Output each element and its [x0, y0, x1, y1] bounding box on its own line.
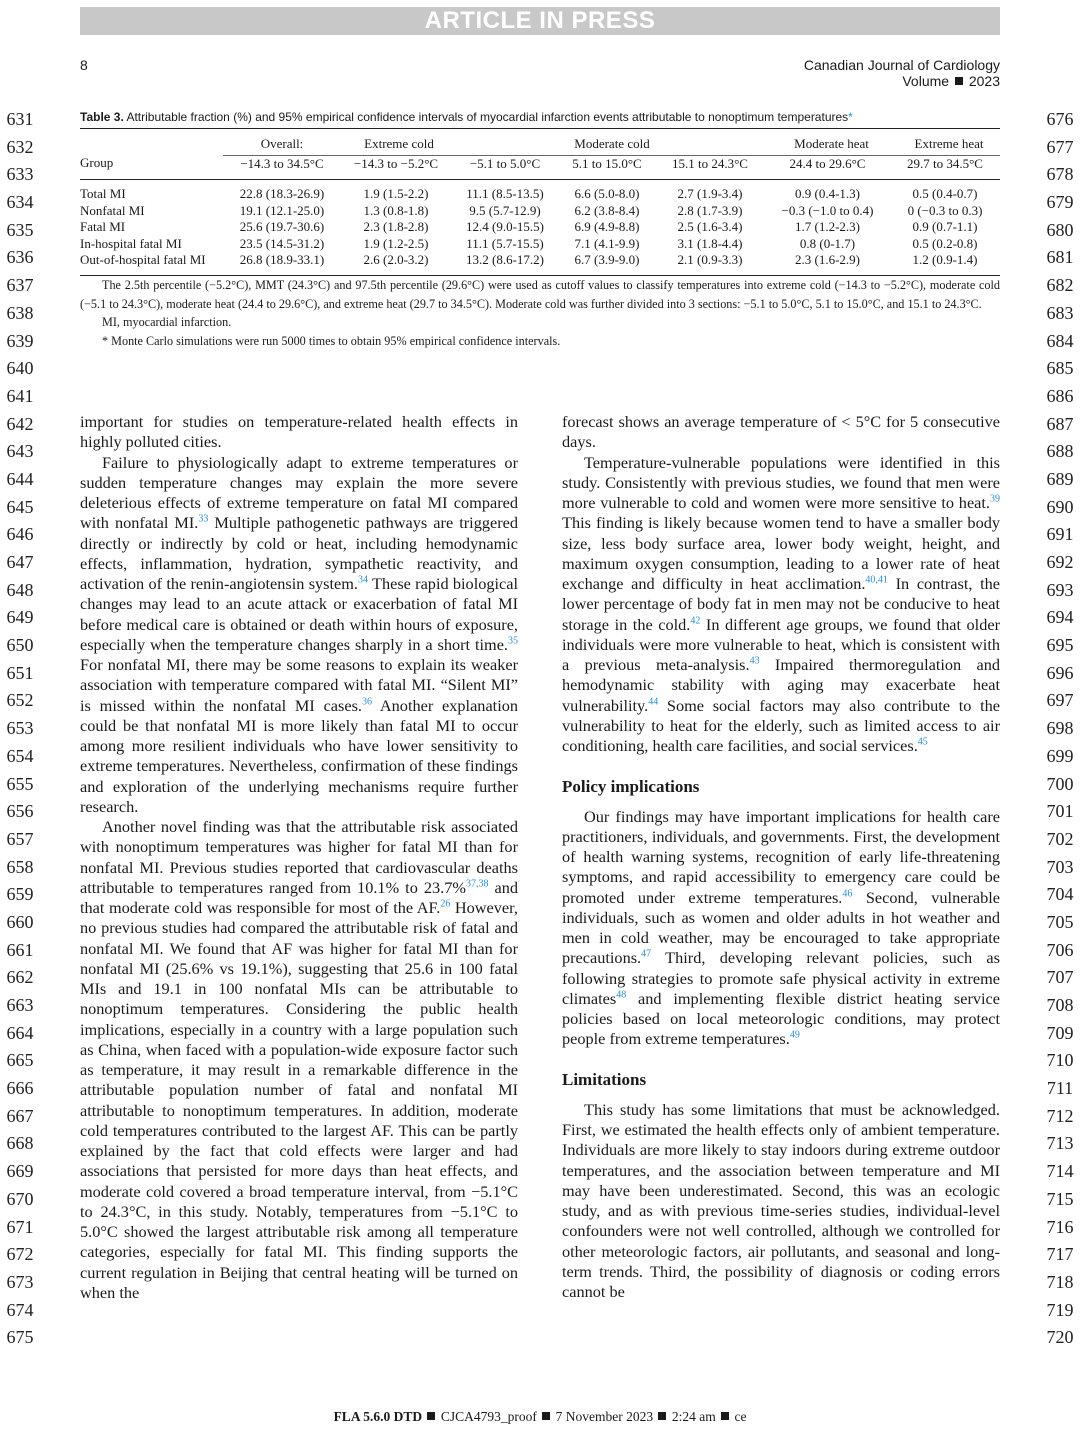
- reference-link[interactable]: 45: [917, 736, 928, 748]
- header-extreme-heat: Extreme heat: [890, 129, 1000, 155]
- footer-time: 2:24 am: [671, 1409, 716, 1424]
- line-number: 651: [6, 662, 34, 683]
- table-cell: 2.3 (1.8-2.8): [363, 219, 429, 234]
- range-moderate-cold-2: 5.1 to 15.0°C: [559, 155, 655, 180]
- table-label: Table 3.: [80, 110, 124, 124]
- square-separator-icon: [721, 1412, 729, 1420]
- table-cell: 6.6 (5.0-8.0): [574, 186, 640, 201]
- line-number: 701: [1046, 801, 1074, 822]
- table-cell: 0.9 (0.7-1.1): [912, 219, 978, 234]
- line-number: 659: [6, 884, 34, 905]
- table-cell: 2.1 (0.9-3.3): [677, 252, 743, 267]
- table-cell: 19.1 (12.1-25.0): [239, 202, 325, 218]
- row-group-label: Nonfatal MI: [80, 202, 145, 218]
- reference-link[interactable]: 49: [789, 1029, 800, 1041]
- journal-year: 2023: [968, 73, 1000, 89]
- square-separator-icon: [427, 1412, 435, 1420]
- line-number: 706: [1046, 939, 1074, 960]
- line-number: 672: [6, 1244, 34, 1265]
- table-cell: 13.2 (8.6-17.2): [466, 252, 544, 267]
- table-cell: 2.6 (2.0-3.2): [363, 252, 429, 267]
- header-overall: Overall:: [223, 129, 341, 155]
- line-number: 711: [1046, 1078, 1074, 1099]
- line-number: 709: [1046, 1022, 1074, 1043]
- header-moderate-cold: Moderate cold: [451, 129, 765, 155]
- table-row: [80, 252, 1000, 275]
- paragraph: This study has some limitations that must be acknowledged. First, we estimated the health effects only of ambient temperature. Individuals are more likely to stay indoors during extreme outdoor temperatures, and the association between temperature and MI may have been underestimated. Second, this was an ecologic study, and as with previous time-series studies, individual-level confounders were not well controlled, although we controlled for other meteorologic factors, air pollutants, and seasonal and long-term trends. Third, the possibility of diagnosis or coding errors cannot be: [562, 1099, 1000, 1301]
- line-number: 707: [1046, 967, 1074, 988]
- table-row: [80, 180, 1000, 203]
- line-number: 705: [1046, 911, 1074, 932]
- line-number: 642: [6, 413, 34, 434]
- line-number: 638: [6, 302, 34, 323]
- line-number: 668: [6, 1133, 34, 1154]
- line-number: 648: [6, 579, 34, 600]
- line-number: 661: [6, 939, 34, 960]
- right-column: [562, 412, 1000, 1302]
- table-cell: 0.8 (0-1.7): [799, 235, 856, 251]
- line-number: 685: [1046, 358, 1074, 379]
- page-number: 8: [80, 57, 88, 73]
- table-cell: 9.5 (5.7-12.9): [469, 202, 541, 218]
- row-group-label: Total MI: [80, 186, 126, 201]
- line-number: 710: [1046, 1050, 1074, 1071]
- line-number: 669: [6, 1161, 34, 1182]
- reference-link[interactable]: 37,38: [465, 878, 489, 890]
- table-note-monte-carlo: * Monte Carlo simulations were run 5000 times to obtain 95% empirical confidence intervals.: [102, 333, 561, 348]
- reference-link[interactable]: 40,41: [865, 574, 888, 586]
- table-note-cutoffs: The 2.5th percentile (−5.2°C), MMT (24.3°C) and 97.5th percentile (29.6°C) were used as cutoff values to classify temperatures into extreme cold (−14.3 to −5.2°C), moderate cold (−5.1 to 24.3°C), moderate heat (24.4 to 29.6°C), and extreme heat (29.7 to 34.5°C). Moderate cold was further divided into 3 sections: −5.1 to 5.0°C, 5.1 to 15.0°C, and 15.1 to 24.3°C.: [80, 278, 1000, 311]
- line-number: 696: [1046, 662, 1074, 683]
- line-number: 702: [1046, 828, 1074, 849]
- line-number: 650: [6, 635, 34, 656]
- spacer: [562, 1090, 1000, 1100]
- table-cell: 1.2 (0.9-1.4): [912, 252, 978, 267]
- line-number: 631: [6, 109, 34, 129]
- line-number: 645: [6, 496, 34, 517]
- table-cell: 0 (−0.3 to 0.3): [907, 202, 983, 218]
- line-number: 654: [6, 745, 34, 766]
- table-cell: 0.9 (0.4-1.3): [795, 186, 860, 201]
- reference-link[interactable]: 43: [749, 655, 760, 667]
- line-number: 666: [6, 1078, 34, 1099]
- production-footer: [0, 1409, 1080, 1425]
- line-number: 636: [6, 247, 34, 268]
- line-number: 692: [1046, 552, 1074, 572]
- table-cell: 1.7 (1.2-2.3): [795, 219, 860, 234]
- line-number: 664: [6, 1022, 34, 1043]
- table-cell: 1.3 (0.8-1.8): [363, 202, 429, 218]
- line-number: 691: [1046, 524, 1074, 545]
- header-extreme-cold: Extreme cold: [341, 129, 451, 155]
- table-cell: 25.6 (19.7-30.6): [239, 219, 325, 234]
- line-number: 703: [1046, 856, 1074, 877]
- line-number: 640: [6, 358, 34, 379]
- line-number: 667: [6, 1105, 34, 1126]
- square-separator-icon: [955, 77, 963, 85]
- line-number: 708: [1046, 995, 1074, 1015]
- line-number: 700: [1046, 773, 1074, 794]
- line-number: 695: [1046, 635, 1074, 656]
- line-number: 639: [6, 330, 34, 351]
- line-number: 699: [1046, 745, 1074, 766]
- range-moderate-cold-3: 15.1 to 24.3°C: [655, 155, 765, 180]
- table-cell: 1.9 (1.5-2.2): [363, 186, 429, 201]
- line-number: 678: [1046, 164, 1074, 185]
- line-number: 694: [1046, 607, 1074, 628]
- line-number: 652: [6, 690, 34, 711]
- header-moderate-heat: Moderate heat: [765, 129, 890, 155]
- line-number: 670: [6, 1188, 34, 1209]
- range-overall: −14.3 to 34.5°C: [223, 155, 341, 180]
- table-caption: [80, 110, 1000, 124]
- paragraph: Temperature-vulnerable populations were identified in this study. Consistently with previous studies, we found that men were more vulnerable to cold and women were more sensitive to heat.$^{39}$ This finding is likely because women tend to have a smaller body size, less body surface area, lower body weight, height, and maximum oxygen consumption, leading to a lower rate of heat exchange and difficulty in heat acclimation.$^{40,41}$ In contrast, the lower percentage of body fat in men may not be conducive to heat storage in the cold.$^{42}$ In different age groups, we found that older individuals were more vulnerable to heat, which is consistent with a previous meta-analysis.$^{43}$ Impaired thermoregulation and hemodynamic stability with aging may exacerbate heat vulnerability.$^{44}$ Some social factors may also contribute to the vulnerability to heat for the elderly, such as limited access to air conditioning, health care facilities, and social services.$^{45}$: [562, 452, 1001, 755]
- line-number: 647: [6, 552, 34, 572]
- results-table: [80, 128, 1000, 276]
- line-numbers-left: [0, 106, 40, 1352]
- table-cell: 23.5 (14.5-31.2): [239, 235, 325, 251]
- range-extreme-cold: −14.3 to −5.2°C: [341, 155, 451, 180]
- footer-proof: CJCA4793_proof: [440, 1409, 537, 1424]
- reference-link[interactable]: 39: [990, 493, 1000, 505]
- header-group: Group: [80, 155, 223, 180]
- paragraph: forecast shows an average temperature of < 5°C for 5 consecutive days.: [562, 412, 1000, 452]
- line-number: 649: [6, 607, 34, 628]
- line-number: 715: [1046, 1188, 1074, 1209]
- table-cell: 1.9 (1.2-2.5): [363, 235, 429, 251]
- line-number: 671: [6, 1216, 34, 1237]
- line-number: 681: [1046, 247, 1074, 268]
- line-number: 643: [6, 441, 34, 462]
- row-group-label: Out-of-hospital fatal MI: [80, 252, 206, 267]
- line-number: 658: [6, 856, 34, 877]
- square-separator-icon: [658, 1412, 666, 1420]
- table-cell: 6.7 (3.9-9.0): [574, 252, 640, 267]
- line-number: 680: [1046, 219, 1074, 240]
- left-column: [80, 412, 518, 1303]
- journal-title: Canadian Journal of Cardiology: [803, 57, 1000, 73]
- line-number: 697: [1046, 690, 1074, 711]
- reference-link[interactable]: 44: [648, 696, 659, 708]
- line-number: 687: [1046, 413, 1074, 434]
- line-number: 717: [1046, 1244, 1074, 1265]
- table-cell: 26.8 (18.9-33.1): [239, 252, 325, 267]
- line-number: 637: [6, 275, 34, 296]
- line-number: 663: [6, 995, 34, 1015]
- footer-fla: FLA 5.6.0 DTD: [333, 1409, 423, 1424]
- line-number: 635: [6, 219, 34, 240]
- line-number: 712: [1046, 1105, 1074, 1126]
- reference-link[interactable]: 48: [616, 989, 627, 1001]
- row-group-label: Fatal MI: [80, 219, 126, 234]
- table-caption-text: Attributable fraction (%) and 95% empirical confidence intervals of myocardial infarction events attributable to nonoptimum temperatures: [126, 110, 849, 124]
- range-extreme-heat: 29.7 to 34.5°C: [890, 155, 1000, 180]
- spacer: [562, 797, 1000, 807]
- table-cell: 3.1 (1.8-4.4): [677, 235, 743, 251]
- header-spacer: [80, 129, 223, 155]
- line-number: 693: [1046, 579, 1074, 600]
- line-number: 688: [1046, 441, 1074, 462]
- square-separator-icon: [542, 1412, 550, 1420]
- journal-header: [804, 57, 1000, 89]
- line-number: 704: [1046, 884, 1074, 905]
- table-cell: 0.5 (0.4-0.7): [912, 186, 978, 201]
- line-number: 718: [1046, 1271, 1074, 1292]
- table-cell: 2.5 (1.6-3.4): [677, 219, 743, 234]
- line-number: 655: [6, 773, 34, 794]
- line-number: 675: [6, 1327, 34, 1348]
- line-number: 674: [6, 1299, 34, 1320]
- line-number: 716: [1046, 1216, 1074, 1237]
- line-number: 662: [6, 967, 34, 988]
- line-number: 698: [1046, 718, 1074, 739]
- section-heading-limitations: Limitations: [562, 1069, 647, 1089]
- table-row: [80, 203, 1000, 220]
- line-number: 682: [1046, 275, 1074, 296]
- table-caption-footnote-link[interactable]: *: [848, 110, 853, 124]
- spacer: [562, 1050, 1000, 1070]
- reference-link[interactable]: 42: [690, 615, 701, 627]
- table-cell: 0.5 (0.2-0.8): [912, 235, 978, 251]
- table-row: [80, 219, 1000, 236]
- section-heading-policy: Policy implications: [562, 776, 700, 796]
- footer-date: 7 November 2023: [555, 1409, 654, 1424]
- line-number: 656: [6, 801, 34, 822]
- line-number: 641: [6, 385, 34, 406]
- journal-volume: [804, 73, 1000, 89]
- line-number: 653: [6, 718, 34, 739]
- line-number: 719: [1046, 1299, 1074, 1320]
- range-moderate-heat: 24.4 to 29.6°C: [765, 155, 890, 180]
- table-cell: 12.4 (9.0-15.5): [466, 219, 544, 234]
- range-moderate-cold-1: −5.1 to 5.0°C: [451, 155, 559, 180]
- table-cell: 7.1 (4.1-9.9): [574, 235, 640, 251]
- table-cell: −0.3 (−1.0 to 0.4): [781, 202, 874, 218]
- line-number: 660: [6, 911, 34, 932]
- line-number: 677: [1046, 136, 1074, 157]
- volume-label: Volume: [902, 73, 950, 89]
- line-number: 686: [1046, 385, 1074, 406]
- line-number: 683: [1046, 302, 1074, 323]
- line-number: 679: [1046, 192, 1074, 213]
- line-number: 676: [1046, 109, 1074, 129]
- table-footnotes: [80, 276, 1000, 350]
- line-numbers-right: [1040, 106, 1080, 1352]
- table-cell: 2.7 (1.9-3.4): [677, 186, 743, 201]
- line-number: 632: [6, 136, 34, 157]
- paragraph: Another novel finding was that the attributable risk associated with nonoptimum temperatures was higher for fatal MI than for nonfatal MI. Previous studies reported that cardiovascular deaths attributable to temperatures ranged from 10.1% to 23.7%$^{37,38}$ and that moderate cold was responsible for most of the AF.$^{26}$ However, no previous studies had compared the attributable risk of fatal and nonfatal MI. We found that AF was higher for fatal MI than for nonfatal MI (25.6% vs 19.1%), suggesting that 25.6 in 100 fatal MIs and 19.1 in 100 nonfatal MIs can be attributable to nonoptimum temperatures. Considering the public health implications, especially in a country with a large population such as China, when faced with a population-wide exposure factor such as temperature, it may result in a remarkable difference in the attributable population number of fatal and nonfatal MI attributable to nonoptimum temperatures. In addition, moderate cold temperatures contributed to the largest AF. This can be partly explained by the fact that cold effects were larger and had associations that persisted for more days than heat effects, and moderate cold covered a broad temperature interval, from −5.1°C to 24.3°C, in this study. Notably, temperatures from −5.1°C to 5.0°C showed the largest attributable risk among all temperature categories, especially for fatal MI. This finding supports the current regulation in Beijing that central heating will be turned on when the: [80, 817, 519, 1302]
- table-row: [80, 236, 1000, 253]
- spacer: [562, 756, 1000, 776]
- row-group-label: In-hospital fatal MI: [80, 235, 182, 251]
- table-cell: 11.1 (5.7-15.5): [466, 235, 544, 251]
- table-cell: 2.3 (1.6-2.9): [795, 252, 860, 267]
- table-body: [80, 180, 1000, 275]
- paragraph: Failure to physiologically adapt to extreme temperatures or sudden temperature changes may explain the more severe deleterious effects of extreme temperature on fatal MI compared with nonfatal MI.$^{33}$ Multiple pathogenetic pathways are triggered directly or indirectly by cold or heat, including hemodynamic effects, inflammation, hydration, sympathetic reactivity, and activation of the renin-angiotensin system.$^{34}$ These rapid biological changes may lead to an acute attack or exacerbation of fatal MI before medical care is obtained or death within hours of exposure, especially when the temperature changes sharply in a short time.$^{35}$ For nonfatal MI, there may be some reasons to explain its weaker association with temperature compared with fatal MI. “Silent MI” is missed within the nonfatal MI cases.$^{36}$ Another explanation could be that nonfatal MI is more likely than fatal MI to occur among more resilient individuals who have lower sensitivity to extreme temperatures. Nevertheless, confirmation of these findings and exploration of the underlying mechanisms require further research.: [80, 452, 519, 816]
- line-number: 633: [6, 164, 34, 185]
- reference-link[interactable]: 46: [842, 888, 853, 900]
- line-number: 684: [1046, 330, 1074, 351]
- table-cell: 11.1 (8.5-13.5): [466, 186, 544, 201]
- paragraph: Our findings may have important implications for health care practitioners, individuals, and governments. First, the development of health warning systems, recognition of early life-threatening symptoms, and rapid accessibility to emergency care could be promoted under extreme temperatures.$^{46}$ Second, vulnerable individuals, such as women and older adults in hot weather and men in cold weather, may be encouraged to take appropriate precautions.$^{47}$ Third, developing relevant policies, such as following strategies to promote safe physical activity in extreme climates$^{48}$ and implementing flexible district heating service policies based on local meteorologic conditions, may protect people from extreme temperatures.$^{49}$: [562, 806, 1000, 1049]
- line-number: 644: [6, 468, 34, 489]
- reference-link[interactable]: 36: [362, 696, 373, 708]
- table-cell: 2.8 (1.7-3.9): [677, 202, 743, 218]
- reference-link[interactable]: 33: [198, 513, 209, 525]
- table-cell: 6.9 (4.9-8.8): [574, 219, 640, 234]
- table-cell: 22.8 (18.3-26.9): [239, 186, 325, 201]
- line-number: 714: [1046, 1161, 1074, 1182]
- footer-ce: ce: [734, 1409, 747, 1424]
- line-number: 665: [6, 1050, 34, 1071]
- reference-link[interactable]: 34: [358, 574, 369, 586]
- line-number: 689: [1046, 468, 1074, 489]
- line-number: 657: [6, 828, 34, 849]
- table-cell: 6.2 (3.8-8.4): [574, 202, 640, 218]
- table-note-abbreviation: MI, myocardial infarction.: [102, 315, 232, 329]
- line-number: 720: [1046, 1327, 1074, 1348]
- line-number: 646: [6, 524, 34, 545]
- reference-link[interactable]: 35: [508, 635, 518, 647]
- reference-link[interactable]: 47: [641, 948, 652, 960]
- line-number: 690: [1046, 496, 1074, 517]
- reference-link[interactable]: 26: [440, 898, 451, 910]
- line-number: 673: [6, 1271, 34, 1292]
- line-number: 634: [6, 192, 34, 213]
- line-number: 713: [1046, 1133, 1074, 1154]
- paragraph: important for studies on temperature-related health effects in highly polluted cities.: [80, 412, 518, 452]
- article-in-press-banner: ARTICLE IN PRESS: [80, 7, 1000, 35]
